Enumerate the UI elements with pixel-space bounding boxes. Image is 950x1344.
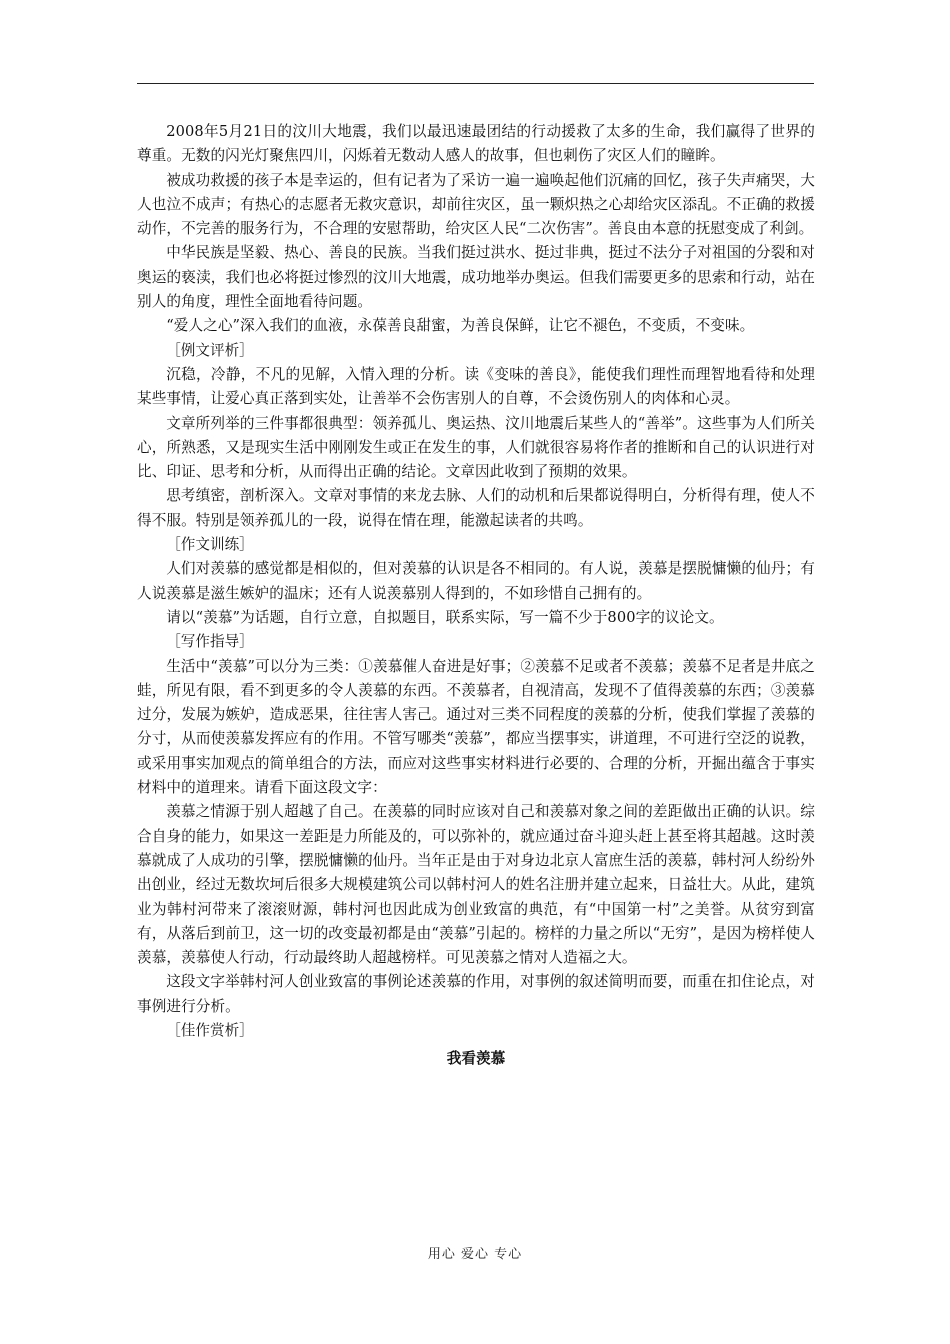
paragraph: “爱人之心”深入我们的血液，永葆善良甜蜜，为善良保鲜，让它不褪色，不变质，不变味。	[166, 317, 755, 335]
paragraph: 羡慕之情源于别人超越了自己。在羡慕的同时应该对自己和羡慕对象之间的差距做出正确的认识。综合自身的能力，如果这一差距是力所能及的，可以弥补的，就应通过奋斗迎头赶上甚至将其超越。这时羡慕就成了人成功的引擎，摆脱慵懒的仙丹。当年正是由于对身边北京人富庶生活的羡慕，韩村河人纷纷外出创业，经过无数坎坷后很多大规模建筑公司以韩村河人的姓名注册并建立起来，日益壮大。从此，建筑业为韩村河带来了滚滚财源，韩村河也因此成为创业致富的典范，有“中国第一村”之美誉。从贫穷到富有，从落后到前卫，这一切的改变最初都是由“羡慕”引起的。榜样的力量之所以“无穷”，是因为榜样使人羡慕，羡慕使人行动，行动最终助人超越榜样。可见羡慕之情对人造福之大。	[137, 803, 815, 967]
section-label-appreciation: ［佳作赏析］	[166, 1021, 254, 1039]
paragraph: 文章所列举的三件事都很典型：领养孤儿、奥运热、汶川地震后某些人的“善举”。这些事为人们所关心，所熟悉，又是现实生活中刚刚发生或正在发生的事，人们就很容易将作者的推断和自己的认识进行对比、印证、思考和分析，从而得出正确的结论。文章因此收到了预期的效果。	[137, 414, 815, 481]
paragraph: 生活中“羡慕”可以分为三类：①羡慕催人奋进是好事；②羡慕不足或者不羡慕；羡慕不足者是井底之蛙，所见有限，看不到更多的令人羡慕的东西。不羡慕者，自视清高，发现不了值得羡慕的东西；③羡慕过分，发展为嫉妒，造成恶果，往往害人害己。通过对三类不同程度的羡慕的分析，使我们掌握了羡慕的分寸，从而使羡慕发挥应有的作用。不管写哪类“羡慕”，都应当摆事实，讲道理，不可进行空泛的说教，或采用事实加观点的简单组合的方法，而应对这些事实材料进行必要的、合理的分析，开掘出蕴含于事实材料中的道理来。请看下面这段文字：	[137, 657, 815, 797]
paragraph: 沉稳，冷静，不凡的见解，入情入理的分析。读《变味的善良》，能使我们理性而理智地看待和处理某些事情，让爱心真正落到实处，让善举不会伤害别人的自尊，不会烫伤别人的肉体和心灵。	[137, 365, 815, 408]
paragraph: 人们对羡慕的感觉都是相似的，但对羡慕的认识是各不相同的。有人说，羡慕是摆脱慵懒的仙丹；有人说羡慕是滋生嫉妒的温床；还有人说羡慕别人得到的，不如珍惜自己拥有的。	[137, 560, 815, 602]
paragraph: 请以“羡慕”为话题，自行立意，自拟题目，联系实际，写一篇不少于800字的议论文。	[166, 608, 724, 626]
paragraph: 这段文字举韩村河人创业致富的事例论述羡慕的作用，对事例的叙述简明而要，而重在扣住论点，对事例进行分析。	[137, 973, 815, 1015]
document-body	[137, 120, 815, 1071]
section-label-guidance: ［写作指导］	[166, 633, 254, 651]
essay-title: 我看羡慕	[446, 1050, 506, 1068]
page-footer: 用心 爱心 专心	[427, 1247, 523, 1262]
section-label-example-review: ［例文评析］	[166, 341, 254, 359]
header-rule	[137, 83, 814, 84]
paragraph: 中华民族是坚毅、热心、善良的民族。当我们挺过洪水、挺过非典，挺过不法分子对祖国的分裂和对奥运的亵渎，我们也必将挺过惨烈的汶川大地震，成功地举办奥运。但我们需要更多的思索和行动，站在别人的角度，理性全面地看待问题。	[137, 244, 815, 311]
paragraph: 2008年5月21日的汶川大地震，我们以最迅速最团结的行动援救了太多的生命，我们赢得了世界的尊重。无数的闪光灯聚焦四川，闪烁着无数动人感人的故事，但也刺伤了灾区人们的瞳眸。	[137, 123, 815, 165]
paragraph: 被成功救援的孩子本是幸运的，但有记者为了采访一遍一遍唤起他们沉痛的回忆，孩子失声痛哭，大人也泣不成声；有热心的志愿者无救灾意识，却前往灾区，虽一颗炽热之心却给灾区添乱。不正确的救援动作，不完善的服务行为，不合理的安慰帮助，给灾区人民“二次伤害”。善良由本意的抚慰变成了利剑。	[137, 171, 815, 238]
section-label-training: ［作文训练］	[166, 536, 254, 554]
paragraph: 思考缜密，剖析深入。文章对事情的来龙去脉、人们的动机和后果都说得明白，分析得有理，使人不得不服。特别是领养孤儿的一段，说得在情在理，能激起读者的共鸣。	[137, 487, 815, 529]
